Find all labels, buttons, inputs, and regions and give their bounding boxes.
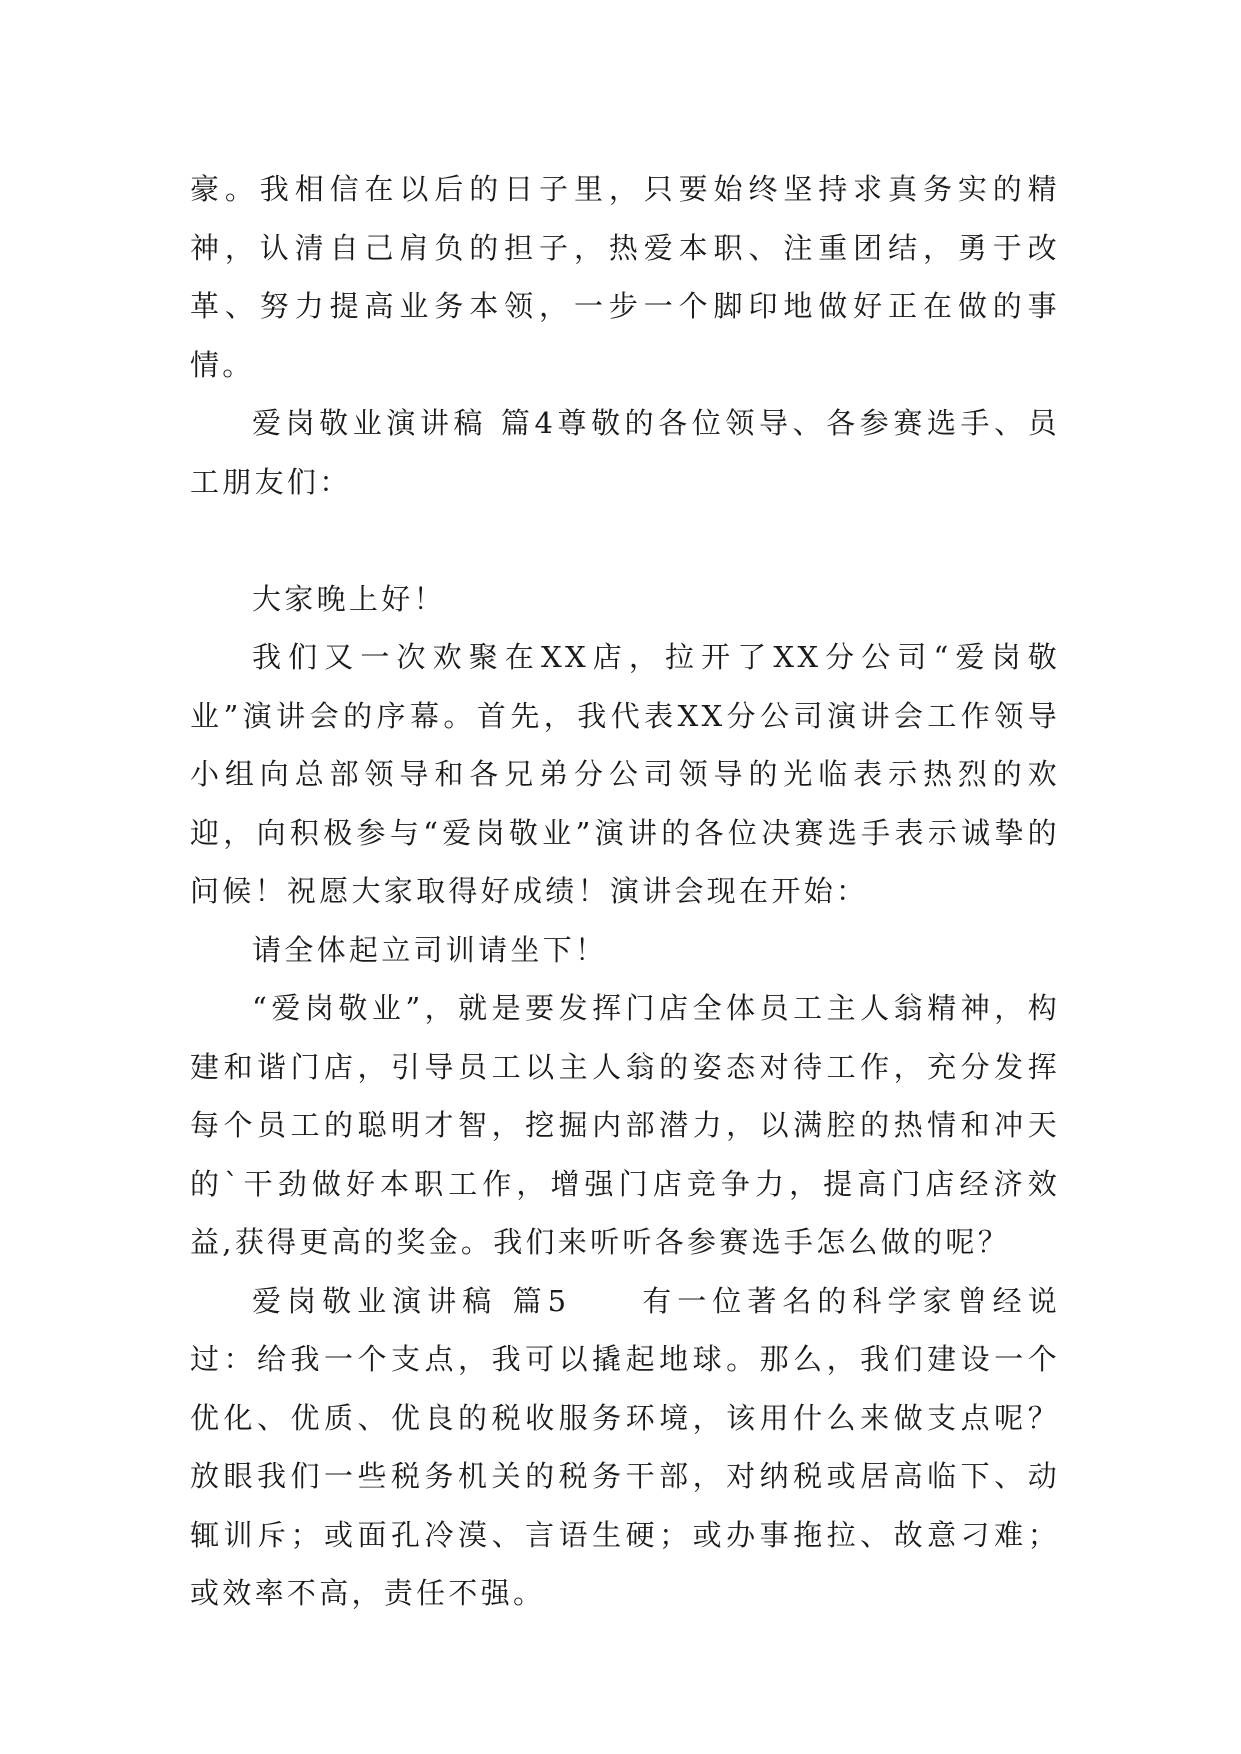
paragraph-gap (190, 511, 1060, 570)
paragraph-greeting: 大家晚上好！ (252, 581, 446, 616)
paragraph-opening: 我们又一次欢聚在XX店，拉开了XX分公司“爱岗敬业”演讲会的序幕。首先，我代表XX分公司演讲会工作领导小组向总部领导和各兄弟分公司领导的光临表示热烈的欢迎，向积极参与“爱岗敬业”演讲的各位决赛选手表示诚挚的问候！祝愿大家取得好成绩！演讲会现在开始： (190, 640, 1060, 908)
document-body (190, 160, 1060, 1623)
paragraph-continuation: 豪。我相信在以后的日子里，只要始终坚持求真务实的精神，认清自己肩负的担子，热爱本职、注重团结，勇于改革、努力提高业务本领，一步一个脚印地做好正在做的事情。 (190, 172, 1060, 382)
paragraph-dedication: “爱岗敬业”，就是要发挥门店全体员工主人翁精神，构建和谐门店，引导员工以主人翁的姿态对待工作，充分发挥每个员工的聪明才智，挖掘内部潜力，以满腔的热情和冲天的`干劲做好本职工作，增强门店竞争力，提高门店经济效益,获得更高的奖金。我们来听听各参赛选手怎么做的呢？ (190, 991, 1060, 1259)
paragraph-speech-5: 爱岗敬业演讲稿 篇5 有一位著名的科学家曾经说过：给我一个支点，我可以撬起地球。那么，我们建设一个优化、优质、优良的税收服务环境，该用什么来做支点呢？放眼我们一些税务机关的税务干部，对纳税或居高临下、动辄训斥；或面孔冷漠、言语生硬；或办事拖拉、故意刁难；或效率不高，责任不强。 (190, 1283, 1060, 1610)
paragraph-stand-up: 请全体起立司训请坐下！ (252, 932, 608, 967)
paragraph-speech-4-heading: 爱岗敬业演讲稿 篇4尊敬的各位领导、各参赛选手、员工朋友们： (190, 406, 1060, 499)
